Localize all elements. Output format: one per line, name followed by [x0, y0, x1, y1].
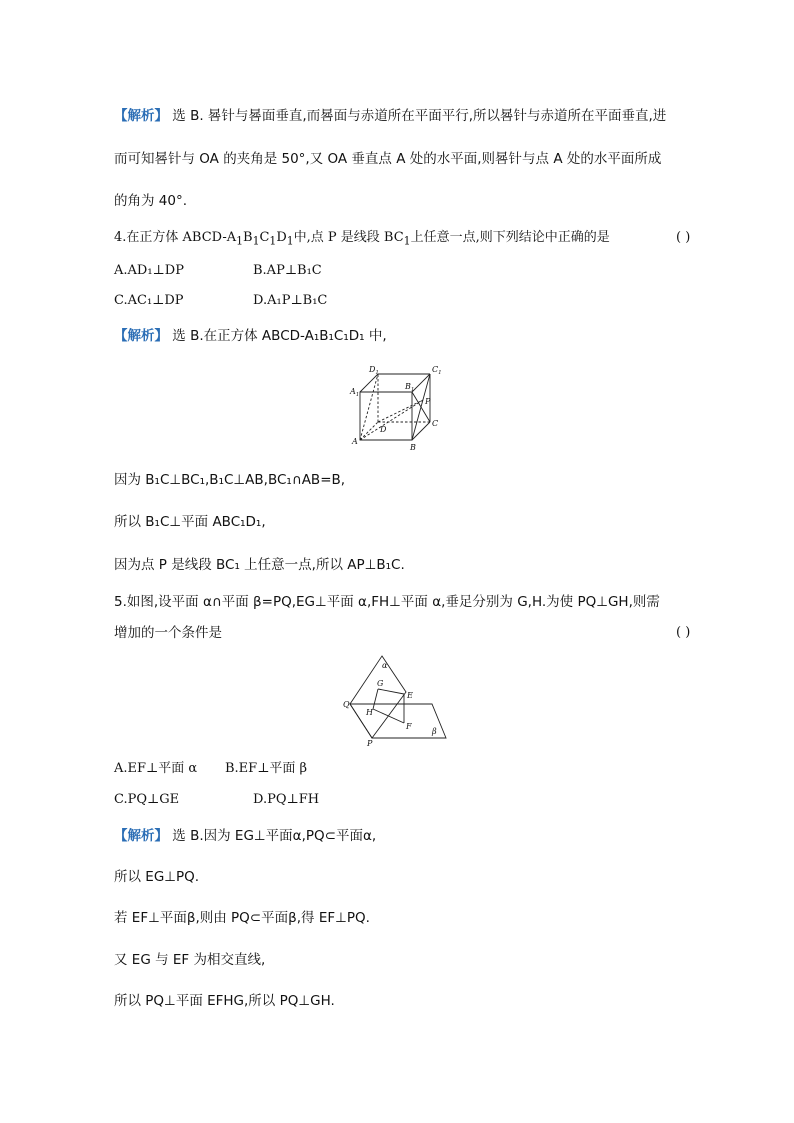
label-p2: P — [367, 739, 373, 747]
label-b1: $B_1$ — [405, 382, 415, 393]
q4-analysis-line — [114, 327, 387, 345]
plane-alpha — [350, 656, 406, 738]
q4-option-a: A.AD₁⊥DP — [114, 263, 184, 278]
q4-sub: 1 — [252, 234, 260, 248]
planes-figure — [340, 652, 450, 747]
label-q: Q — [343, 700, 350, 709]
q5-option-c: C.PQ⊥GE — [114, 792, 180, 807]
q4-stem-part: 中,点 P 是线段 BC — [293, 230, 404, 245]
q5-option-b: B.EF⊥平面 β — [225, 761, 308, 776]
cube-line-dp — [378, 400, 423, 422]
q5-option-d: D.PQ⊥FH — [253, 792, 320, 807]
q4-stem-part: B — [243, 230, 253, 245]
cube-figure — [348, 362, 448, 457]
q4-sub: 1 — [236, 234, 244, 248]
q4-option-d: D.A₁P⊥B₁C — [253, 293, 328, 308]
q5-answer-paren: ( ) — [676, 625, 691, 640]
label-c1: $C_1$ — [432, 365, 442, 376]
label-d: D — [380, 425, 387, 434]
label-g: G — [377, 679, 384, 688]
q5-analysis-text-1: 选 B.因为 EG⊥平面α,PQ⊂平面α, — [172, 828, 377, 844]
q4-stem-part: 上任意一点,则下列结论中正确的是 — [410, 230, 610, 245]
label-a: A — [352, 437, 358, 446]
q3-analysis-line-1 — [114, 107, 666, 125]
q4-analysis-text: 选 B.在正方体 ABCD-A₁B₁C₁D₁ 中, — [172, 328, 387, 344]
q4-stem-part: D — [276, 230, 287, 245]
q4-sub: 1 — [269, 234, 277, 248]
q4-reason-3: 因为点 P 是线段 BC₁ 上任意一点,所以 AP⊥B₁C. — [114, 557, 405, 573]
q5-stem-line-2: 增加的一个条件是 — [114, 625, 222, 641]
q3-analysis-line-3: 的角为 40°. — [114, 193, 188, 209]
segment-gh — [373, 689, 378, 709]
analysis-tag: 【解析】 — [114, 328, 168, 344]
label-h: H — [366, 708, 373, 717]
q4-answer-paren: ( ) — [676, 230, 691, 245]
q4-stem-part: 4.在正方体 ABCD-A — [114, 230, 237, 245]
segment-ge — [378, 689, 404, 694]
label-p: P — [425, 397, 431, 406]
q5-analysis-line-5: 所以 PQ⊥平面 EFHG,所以 PQ⊥GH. — [114, 993, 335, 1009]
q4-sub: 1 — [403, 234, 411, 248]
label-b: B — [410, 443, 416, 452]
q3-analysis-line-2: 而可知晷针与 OA 的夹角是 50°,又 OA 垂直点 A 处的水平面,则晷针与点 A 处的水平面所成 — [114, 151, 662, 167]
label-f: F — [406, 722, 412, 731]
q4-stem-part: C — [259, 230, 270, 245]
label-alpha: α — [382, 661, 388, 670]
label-e: E — [407, 691, 413, 700]
analysis-tag: 【解析】 — [114, 828, 168, 844]
q4-sub: 1 — [286, 234, 294, 248]
analysis-tag: 【解析】 — [114, 108, 168, 124]
q5-analysis-line-2: 所以 EG⊥PQ. — [114, 869, 200, 885]
q4-reason-1: 因为 B₁C⊥BC₁,B₁C⊥AB,BC₁∩AB=B, — [114, 472, 346, 488]
q5-analysis-line-4: 又 EG 与 EF 为相交直线, — [114, 952, 266, 968]
label-a1: $A_1$ — [350, 387, 360, 398]
q5-stem-line-1: 5.如图,设平面 α∩平面 β=PQ,EG⊥平面 α,FH⊥平面 α,垂足分别为 G,H.为使 PQ⊥GH,则需 — [114, 594, 660, 610]
q5-analysis-line-1 — [114, 827, 376, 845]
label-c: C — [432, 419, 439, 428]
q4-stem — [114, 229, 610, 251]
q5-option-a: A.EF⊥平面 α — [114, 761, 198, 776]
label-beta: β — [432, 727, 437, 736]
label-d1: $D_1$ — [369, 365, 379, 376]
q5-analysis-line-3: 若 EF⊥平面β,则由 PQ⊂平面β,得 EF⊥PQ. — [114, 910, 370, 926]
segment-hf — [373, 709, 404, 723]
q4-option-b: B.AP⊥B₁C — [253, 263, 322, 278]
q4-option-c: C.AC₁⊥DP — [114, 293, 184, 308]
q4-reason-2: 所以 B₁C⊥平面 ABC₁D₁, — [114, 514, 266, 530]
q3-analysis-text-1: 选 B. 晷针与晷面垂直,而晷面与赤道所在平面平行,所以晷针与赤道所在平面垂直,进 — [172, 108, 667, 124]
